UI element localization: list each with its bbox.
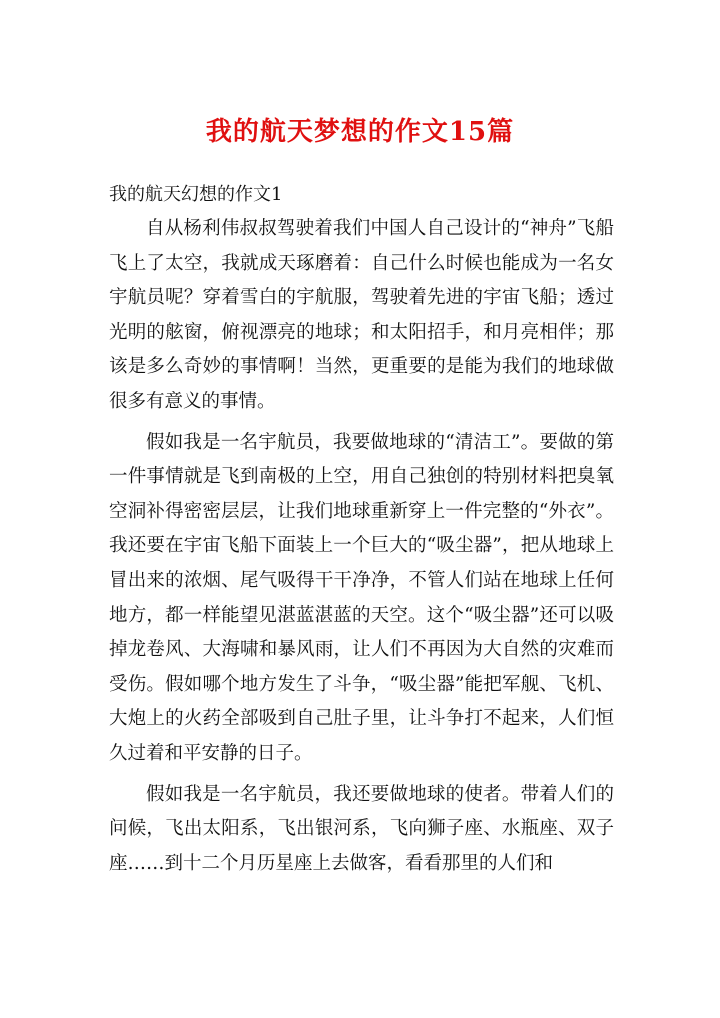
document-title: 我的航天梦想的作文15篇 [205, 117, 515, 147]
paragraph: 假如我是一名宇航员，我还要做地球的使者。带着人们的问候，飞出太阳系，飞出银河系，飞向狮子座、水瓶座、双子座……到十二个月历星座上去做客，看看那里的人们和 [109, 783, 614, 874]
essay-body [109, 212, 614, 887]
paragraph: 自从杨利伟叔叔驾驶着我们中国人自己设计的“神舟”飞船飞上了太空，我就成天琢磨着：自己什么时候也能成为一名女宇航员呢？穿着雪白的宇航服，驾驶着先进的宇宙飞船；透过光明的舷窗，俯视漂亮的地球；和太阳招手，和月亮相伴；那该是多么奇妙的事情啊！当然，更重要的是能为我们的地球做很多有意义的事情。 [109, 218, 614, 412]
paragraph: 假如我是一名宇航员，我要做地球的“清洁工”。要做的第一件事情就是飞到南极的上空，用自己独创的特别材料把臭氧空洞补得密密层层，让我们地球重新穿上一件完整的“外衣”。我还要在宇宙飞船下面装上一个巨大的“吸尘器”，把从地球上冒出来的浓烟、尾气吸得干干净净，不管人们站在地球上任何地方，都一样能望见湛蓝湛蓝的天空。这个“吸尘器”还可以吸掉龙卷风、大海啸和暴风雨，让人们不再因为大自然的灾难而受伤。假如哪个地方发生了斗争，“吸尘器”能把军舰、飞机、大炮上的火药全部吸到自己肚子里，让斗争打不起来，人们恒久过着和平安静的日子。 [109, 431, 614, 764]
section-heading: 我的航天幻想的作文1 [109, 184, 283, 205]
